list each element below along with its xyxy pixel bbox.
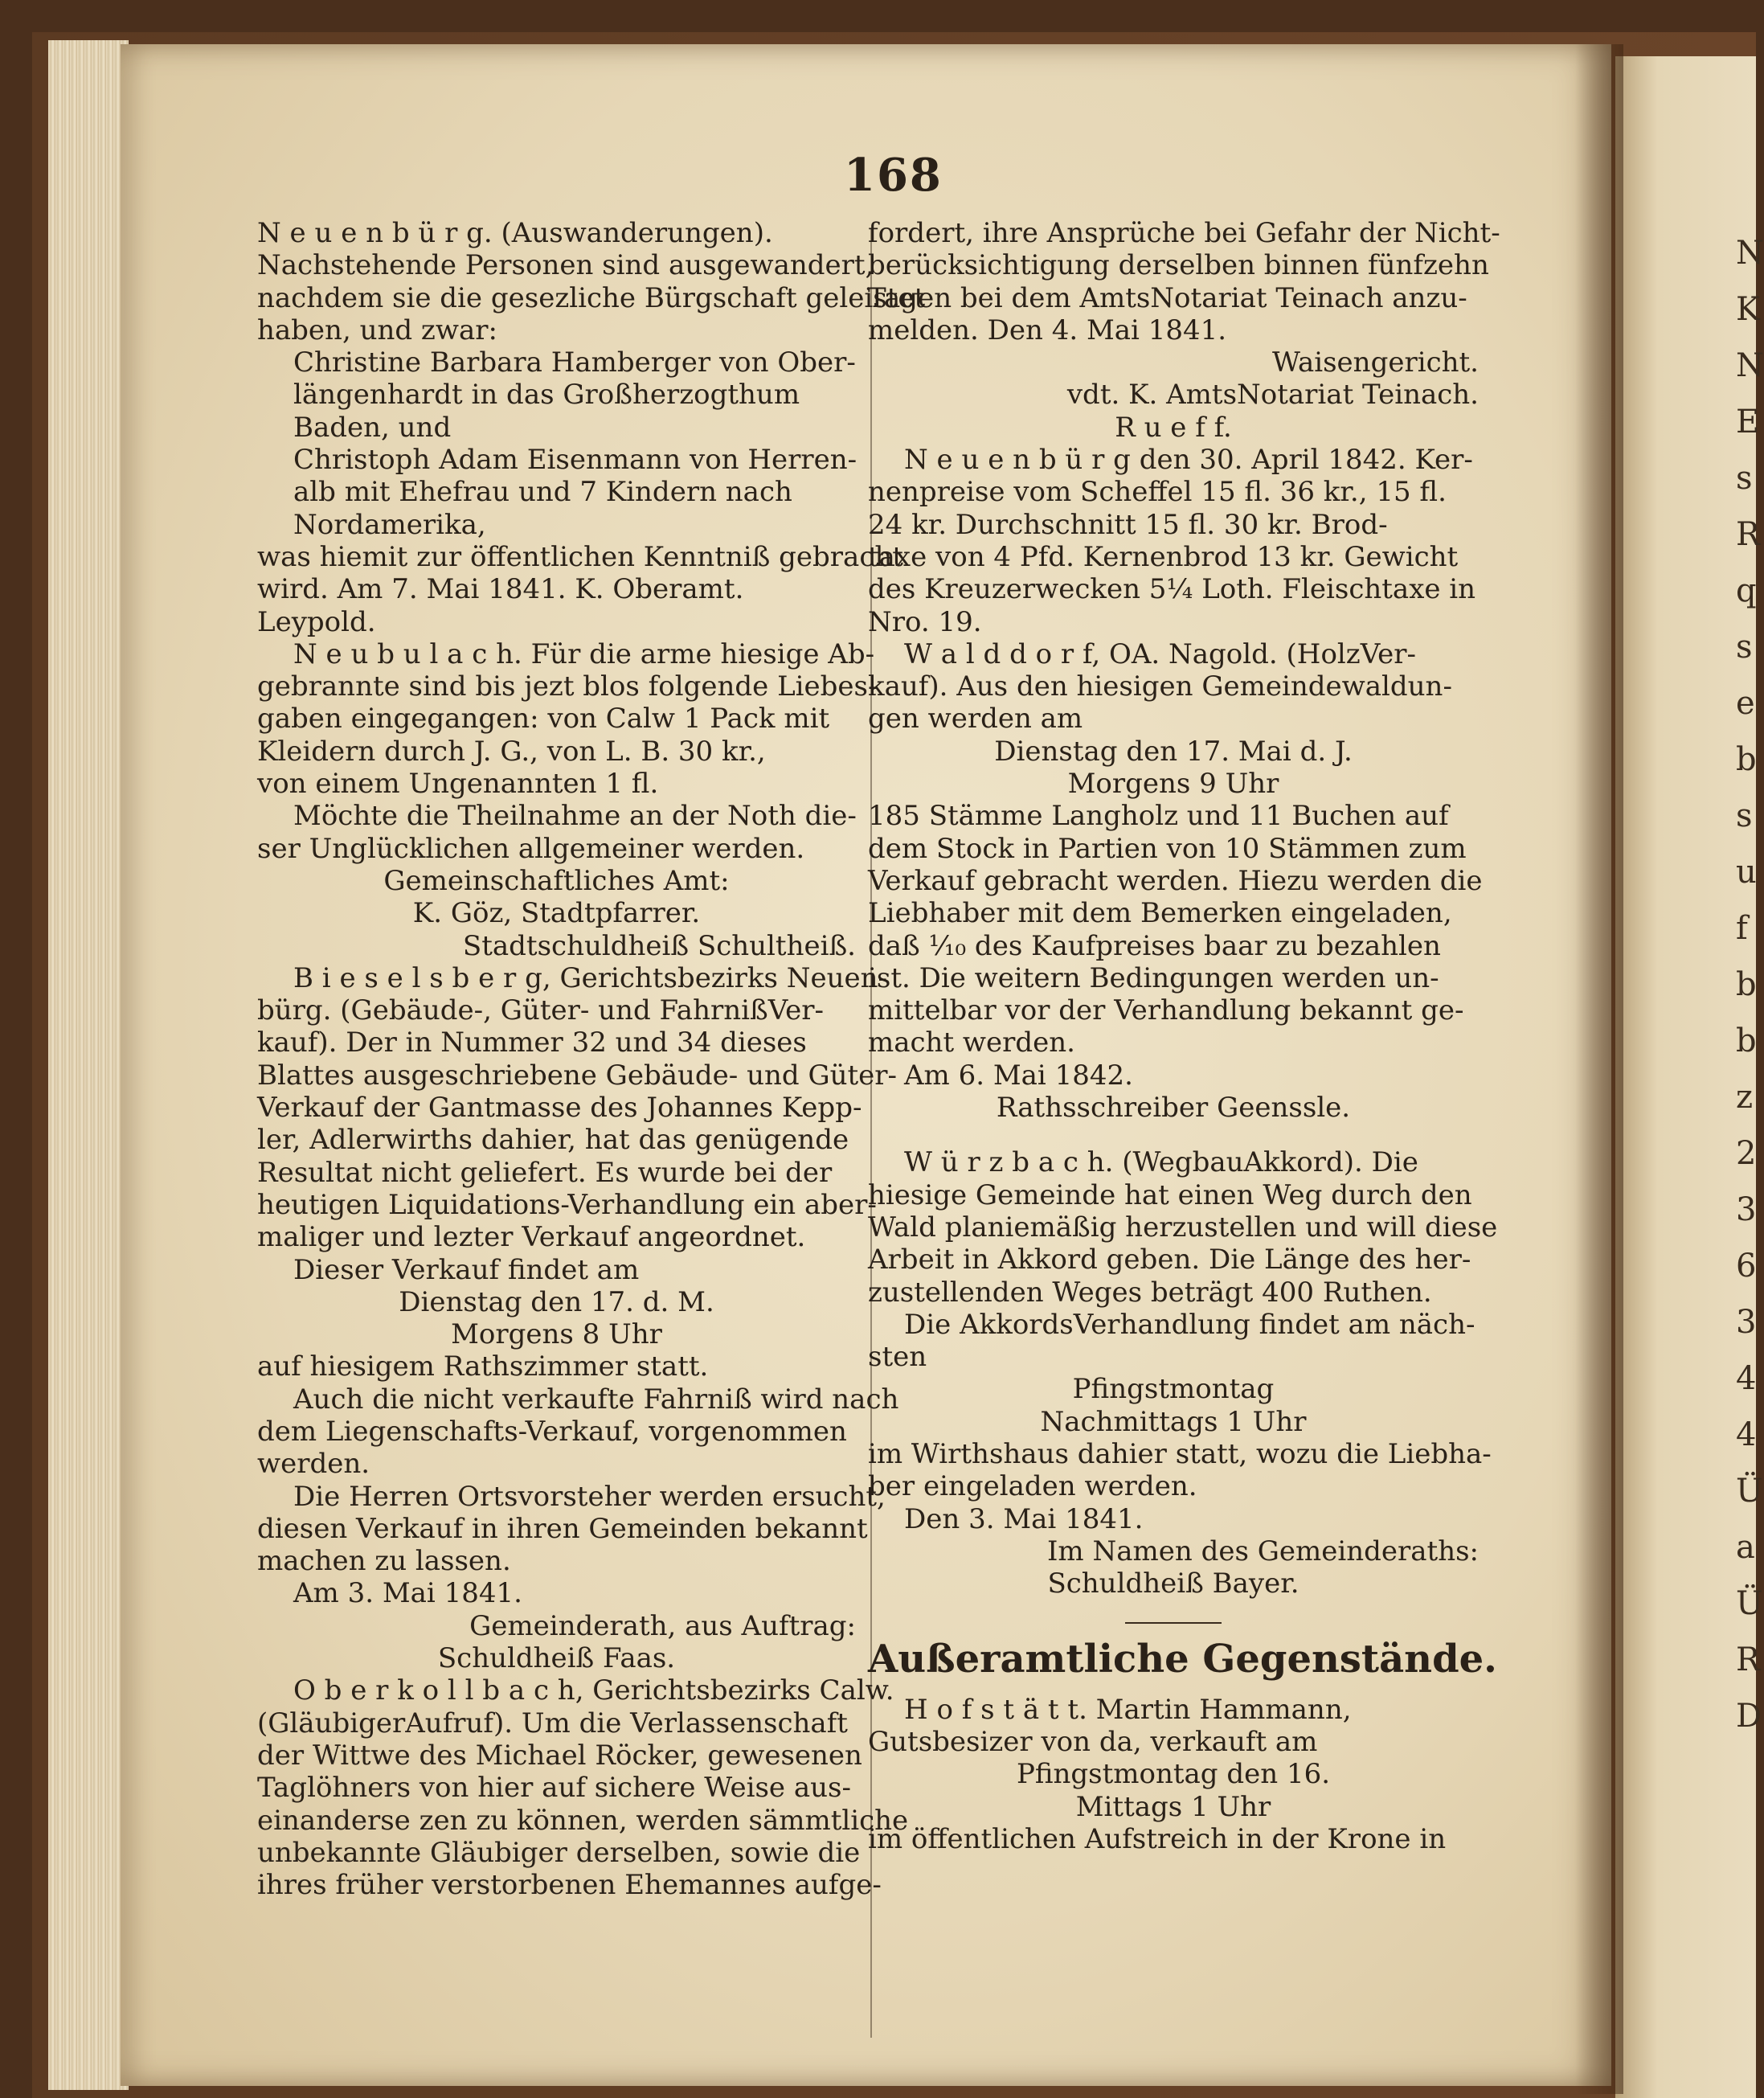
text-line: taxe von 4 Pfd. Kernenbrod 13 kr. Gewicht [868, 540, 1459, 573]
text-line: maliger und lezter Verkauf angeordnet. [257, 1221, 806, 1254]
text-line: dem Stock in Partien von 10 Stämmen zum [868, 832, 1467, 865]
text-line: diesen Verkauf in ihren Gemeinden bekannt [257, 1512, 868, 1545]
text-line: nachdem sie die gesezliche Bürgschaft geleistet [257, 281, 926, 314]
text-line: K. Göz, Stadtpfarrer. [412, 897, 701, 930]
next-page-text-fragments [1736, 225, 1764, 1744]
text-line: von einem Ungenannten 1 fl. [257, 768, 659, 801]
text-line: 185 Stämme Langholz und 11 Buchen auf [868, 800, 1449, 833]
text-line: werden. [257, 1448, 370, 1481]
text-line: Schuldheiß Bayer. [1047, 1567, 1299, 1600]
text-line: Christine Barbara Hamberger von Ober- [293, 346, 856, 379]
text-line: alb mit Ehefrau und 7 Kindern nach [293, 476, 792, 509]
text-line: melden. Den 4. Mai 1841. [868, 313, 1227, 346]
text-line: Stadtschuldheiß Schultheiß. [462, 929, 856, 962]
text-line: Gemeinderath, aus Auftrag: [469, 1609, 856, 1642]
text-line: Nro. 19. [868, 605, 982, 638]
next-page-glyph: e [1736, 685, 1755, 722]
text-line: macht werden. [868, 1026, 1075, 1059]
text-line: sten [868, 1341, 927, 1374]
next-page-glyph: s [1736, 460, 1753, 497]
text-line: Leypold. [257, 605, 376, 638]
gutter-shadow [1575, 44, 1623, 2094]
text-line: daß ¹⁄₁₀ des Kaufpreises baar zu bezahlen [868, 929, 1441, 962]
text-line: O b e r k o l l b a c h, Gerichtsbezirks Calw. [293, 1674, 894, 1707]
text-line: dem Liegenschafts-Verkauf, vorgenommen [257, 1415, 847, 1448]
right-column-private-notices [868, 1694, 1479, 1855]
text-line: N e u e n b ü r g. (Auswanderungen). [257, 217, 773, 249]
text-line: ser Unglücklichen allgemeiner werden. [257, 832, 805, 865]
page-edges [48, 40, 129, 2090]
next-page-glyph: b [1736, 741, 1757, 778]
text-line: ihres früher verstorbenen Ehemannes aufge- [257, 1869, 882, 1902]
next-page-glyph: f [1736, 910, 1748, 947]
text-line: mittelbar vor der Verhandlung bekannt ge- [868, 994, 1464, 1027]
text-line: R u e f f. [1115, 411, 1232, 444]
text-line: gaben eingegangen: von Calw 1 Pack mit [257, 703, 830, 736]
next-page-glyph: 4 [1736, 1416, 1757, 1453]
text-line: im öffentlichen Aufstreich in der Krone in [868, 1822, 1447, 1855]
next-page-glyph: q [1736, 572, 1757, 609]
next-page-glyph: 6 [1736, 1248, 1757, 1285]
next-page-glyph: b [1736, 966, 1757, 1003]
next-page-glyph: b [1736, 1022, 1757, 1059]
text-line: Schuldheiß Faas. [437, 1642, 676, 1675]
text-line: N e u b u l a c h. Für die arme hiesige Ab- [293, 637, 875, 670]
text-line: Pfingstmontag den 16. [1016, 1758, 1331, 1791]
text-line: Die Herren Ortsvorsteher werden ersucht, [293, 1480, 886, 1513]
text-line: kauf). Aus den hiesigen Gemeindewaldun- [868, 670, 1452, 703]
text-line: Pfingstmontag [1072, 1373, 1275, 1406]
text-line: Verkauf der Gantmasse des Johannes Kepp- [257, 1092, 862, 1125]
text-line: heutigen Liquidations-Verhandlung ein aber- [257, 1188, 877, 1221]
spacer [868, 1124, 1479, 1146]
text-line: Morgens 9 Uhr [1067, 768, 1279, 801]
text-line: B i e s e l s b e r g, Gerichtsbezirks Neuen- [293, 961, 887, 994]
next-page-glyph: R [1736, 516, 1761, 553]
next-page-glyph: Ü [1736, 1473, 1763, 1510]
next-page-glyph: s [1736, 797, 1753, 834]
text-line: nenpreise vom Scheffel 15 fl. 36 kr., 15 fl. [868, 476, 1447, 509]
text-line: 24 kr. Durchschnitt 15 fl. 30 kr. Brod- [868, 508, 1388, 541]
next-page-glyph: R [1736, 1641, 1761, 1678]
text-line: Möchte die Theilnahme an der Noth die- [293, 800, 857, 833]
text-line: Tagen bei dem AmtsNotariat Teinach anzu- [868, 281, 1467, 314]
text-line: Am 3. Mai 1841. [293, 1577, 522, 1610]
text-line: Im Namen des Gemeinderaths: [1047, 1535, 1479, 1567]
text-line: gen werden am [868, 703, 1083, 736]
text-line: berücksichtigung derselben binnen fünfzehn [868, 249, 1489, 282]
text-line: was hiemit zur öffentlichen Kenntniß gebracht [257, 540, 903, 573]
text-line: Dienstag den 17. Mai d. J. [994, 735, 1353, 768]
text-line: im Wirthshaus dahier statt, wozu die Liebha- [868, 1437, 1492, 1470]
text-line: Dienstag den 17. d. M. [399, 1285, 714, 1318]
text-line: machen zu lassen. [257, 1545, 511, 1578]
text-line: W ü r z b a c h. (WegbauAkkord). Die [904, 1146, 1418, 1179]
next-page-edge [1615, 56, 1764, 2098]
section-heading: Außeramtliche Gegenstände. [868, 1637, 1497, 1682]
text-line: hiesige Gemeinde hat einen Weg durch den [868, 1178, 1472, 1211]
next-page-glyph: D [1736, 1698, 1762, 1735]
right-column [868, 217, 1500, 1855]
text-line: Rathsschreiber Geenssle. [996, 1092, 1351, 1125]
text-line: Nachstehende Personen sind ausgewandert, [257, 249, 874, 282]
text-line: Resultat nicht geliefert. Es wurde bei der [257, 1156, 833, 1189]
text-line: Blattes ausgeschriebene Gebäude- und Güter- [257, 1059, 898, 1092]
page-number: 168 [844, 149, 943, 202]
next-page-glyph: z [1736, 1079, 1754, 1116]
text-line: Gemeinschaftliches Amt: [383, 864, 730, 897]
text-line: Die AkkordsVerhandlung findet am näch- [904, 1308, 1475, 1341]
text-line: Taglöhners von hier auf sichere Weise aus- [257, 1772, 851, 1805]
text-line: des Kreuzerwecken 5¼ Loth. Fleischtaxe in [868, 573, 1476, 606]
text-line: Wald planiemäßig herzustellen und will diese [868, 1211, 1498, 1244]
text-line: Auch die nicht verkaufte Fahrniß wird nach [293, 1383, 899, 1416]
text-line: N e u e n b ü r g den 30. April 1842. Ker- [904, 444, 1473, 477]
next-page-glyph: 3 [1736, 1191, 1757, 1228]
text-line: ber eingeladen werden. [868, 1470, 1197, 1503]
text-line: Den 3. Mai 1841. [904, 1502, 1144, 1535]
text-line: Arbeit in Akkord geben. Die Länge des her- [868, 1244, 1471, 1276]
next-page-glyph: s [1736, 629, 1753, 666]
right-column-notices [868, 217, 1500, 1125]
text-line: wird. Am 7. Mai 1841. K. Oberamt. [257, 573, 744, 606]
text-line: Verkauf gebracht werden. Hiezu werden die [868, 864, 1483, 897]
text-line: vdt. K. AmtsNotariat Teinach. [1066, 379, 1479, 412]
text-line: der Wittwe des Michael Röcker, gewesenen [257, 1739, 862, 1772]
section-separator [1125, 1622, 1222, 1624]
next-page-glyph: N [1736, 235, 1764, 272]
next-page-glyph: K [1736, 291, 1760, 328]
text-line: haben, und zwar: [257, 313, 497, 346]
text-line: zustellenden Weges beträgt 400 Ruthen. [868, 1276, 1432, 1309]
text-line: fordert, ihre Ansprüche bei Gefahr der Nicht- [868, 217, 1500, 249]
text-line: Nordamerika, [293, 508, 486, 541]
text-line: ler, Adlerwirths dahier, hat das genügende [257, 1124, 849, 1157]
text-line: Gutsbesizer von da, verkauft am [868, 1726, 1318, 1759]
text-line: Baden, und [293, 411, 452, 444]
next-page-glyph: N [1736, 347, 1764, 384]
text-line: (GläubigerAufruf). Um die Verlassenschaft [257, 1707, 848, 1739]
text-line: Morgens 8 Uhr [451, 1318, 662, 1351]
next-page-glyph: Ü [1736, 1585, 1763, 1622]
text-line: kauf). Der in Nummer 32 und 34 dieses [257, 1026, 807, 1059]
text-line: unbekannte Gläubiger derselben, sowie die [257, 1836, 861, 1869]
text-line: einanderse zen zu können, werden sämmtliche [257, 1804, 909, 1837]
next-page-glyph: 4 [1736, 1360, 1757, 1397]
next-page-glyph: u [1736, 854, 1757, 891]
text-line: auf hiesigem Rathszimmer statt. [257, 1350, 709, 1383]
text-line: Liebhaber mit dem Bemerken eingeladen, [868, 897, 1452, 930]
text-line: Christoph Adam Eisenmann von Herren- [293, 444, 857, 477]
text-line: Mittags 1 Uhr [1075, 1790, 1271, 1823]
right-column-wuerzbach-notice [868, 1146, 1498, 1600]
next-page-glyph: 2 [1736, 1135, 1757, 1172]
next-page-glyph: E [1736, 404, 1760, 440]
text-line: Kleidern durch J. G., von L. B. 30 kr., [257, 735, 766, 768]
text-line: Nachmittags 1 Uhr [1040, 1405, 1307, 1438]
text-line: ist. Die weitern Bedingungen werden un- [868, 961, 1439, 994]
text-line: Waisengericht. [1271, 346, 1479, 379]
next-page-glyph: a [1736, 1529, 1755, 1566]
text-line: gebrannte sind bis jezt blos folgende Liebes- [257, 670, 878, 703]
text-line: Dieser Verkauf findet am [293, 1253, 640, 1286]
text-line: bürg. (Gebäude-, Güter- und FahrnißVer- [257, 994, 825, 1027]
text-line: Am 6. Mai 1842. [904, 1059, 1133, 1092]
text-line: längenhardt in das Großherzogthum [293, 379, 800, 412]
text-line: H o f s t ä t t. Martin Hammann, [904, 1693, 1352, 1726]
next-page-glyph: 3 [1736, 1304, 1757, 1341]
text-line: W a l d d o r f, OA. Nagold. (HolzVer- [904, 637, 1417, 670]
